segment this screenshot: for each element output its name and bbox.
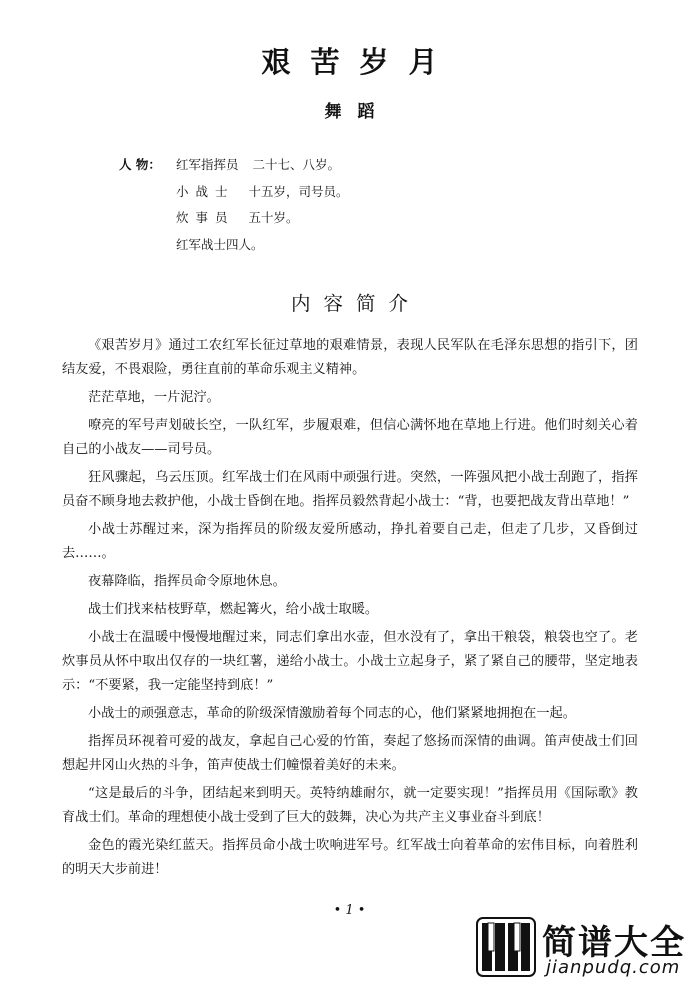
cast-role: 红军指挥员 (176, 157, 239, 172)
cast-role: 炊事员 (176, 210, 235, 225)
summary-paragraph: 夜幕降临，指挥员命令原地休息。 (88, 574, 286, 590)
summary-paragraph: 嘹亮的军号声划破长空，一队红军，步履艰难，但信心满怀地在草地上行进。他们时刻关心着自己的小战友——司号员。 (62, 418, 638, 457)
cast-row (119, 205, 349, 232)
watermark-name: 简谱大全 (542, 923, 686, 963)
cast-row (119, 152, 349, 179)
summary-paragraph: 小战士的顽强意志，革命的阶级深情激励着每个同志的心，他们紧紧地拥抱在一起。 (88, 706, 576, 722)
page-number: • 1 • (333, 903, 366, 918)
summary-paragraph: 《艰苦岁月》通过工农红军长征过草地的艰难情景，表现人民军队在毛泽东思想的指引下，团结友爱，不畏艰险，勇往直前的革命乐观主义精神。 (62, 338, 638, 377)
cast-row (119, 232, 349, 259)
summary-paragraph: 狂风骤起，乌云压顶。红军战士们在风雨中顽强行进。突然，一阵强风把小战士刮跑了，指挥员奋不顾身地去救护他，小战士昏倒在地。指挥员毅然背起小战士：“背，也要把战友背出草地！” (62, 470, 638, 509)
watermark-logo (476, 915, 698, 979)
piano-keys-icon (476, 917, 536, 977)
summary-paragraph: 小战士苏醒过来，深为指挥员的阶级友爱所感动，挣扎着要自己走，但走了几步，又昏倒过去……。 (62, 522, 638, 561)
summary-paragraph: 金色的霞光染红蓝天。指挥员命小战士吹响进军号。红军战士向着革命的宏伟目标，向着胜利的明天大步前进！ (62, 838, 638, 878)
cast-desc: 五十岁。 (248, 210, 299, 225)
cast-desc: 二十七、八岁。 (252, 157, 341, 172)
section-title: 内容简介 (290, 292, 421, 315)
cast-desc: 十五岁，司号员。 (248, 183, 349, 199)
summary-paragraph: 小战士在温暖中慢慢地醒过来，同志们拿出水壶，但水没有了，拿出干粮袋，粮袋也空了。老炊事员从怀中取出仅存的一块红薯，递给小战士。小战士立起身子，紧了紧自己的腰带，坚定地表示：“不要紧，我一定能坚持到底！” (62, 630, 638, 694)
page-subtitle: 舞蹈 (324, 102, 391, 122)
summary-paragraph: 战士们找来枯枝野草，燃起篝火，给小战士取暖。 (88, 602, 379, 618)
cast-role: 小战士 (176, 183, 235, 199)
page-title: 艰苦岁月 (261, 45, 458, 79)
cast-list (119, 152, 349, 258)
summary-paragraph: “这是最后的斗争，团结起来到明天。英特纳雄耐尔，就一定要实现！”指挥员用《国际歌》教育战士们。革命的理想使小战士受到了巨大的鼓舞，决心为共产主义事业奋斗到底！ (62, 786, 638, 826)
cast-role: 红军战士四人。 (176, 236, 264, 252)
summary-body (62, 334, 638, 886)
cast-row (119, 179, 349, 206)
cast-label: 人 物： (119, 157, 161, 172)
summary-paragraph: 指挥员环视着可爱的战友，拿起自己心爱的竹笛，奏起了悠扬而深情的曲调。笛声使战士们回想起井冈山火热的斗争，笛声使战士们幢憬着美好的未来。 (62, 734, 638, 774)
watermark-url: jianpudq.com (546, 957, 681, 978)
summary-paragraph: 茫茫草地，一片泥泞。 (88, 390, 220, 405)
